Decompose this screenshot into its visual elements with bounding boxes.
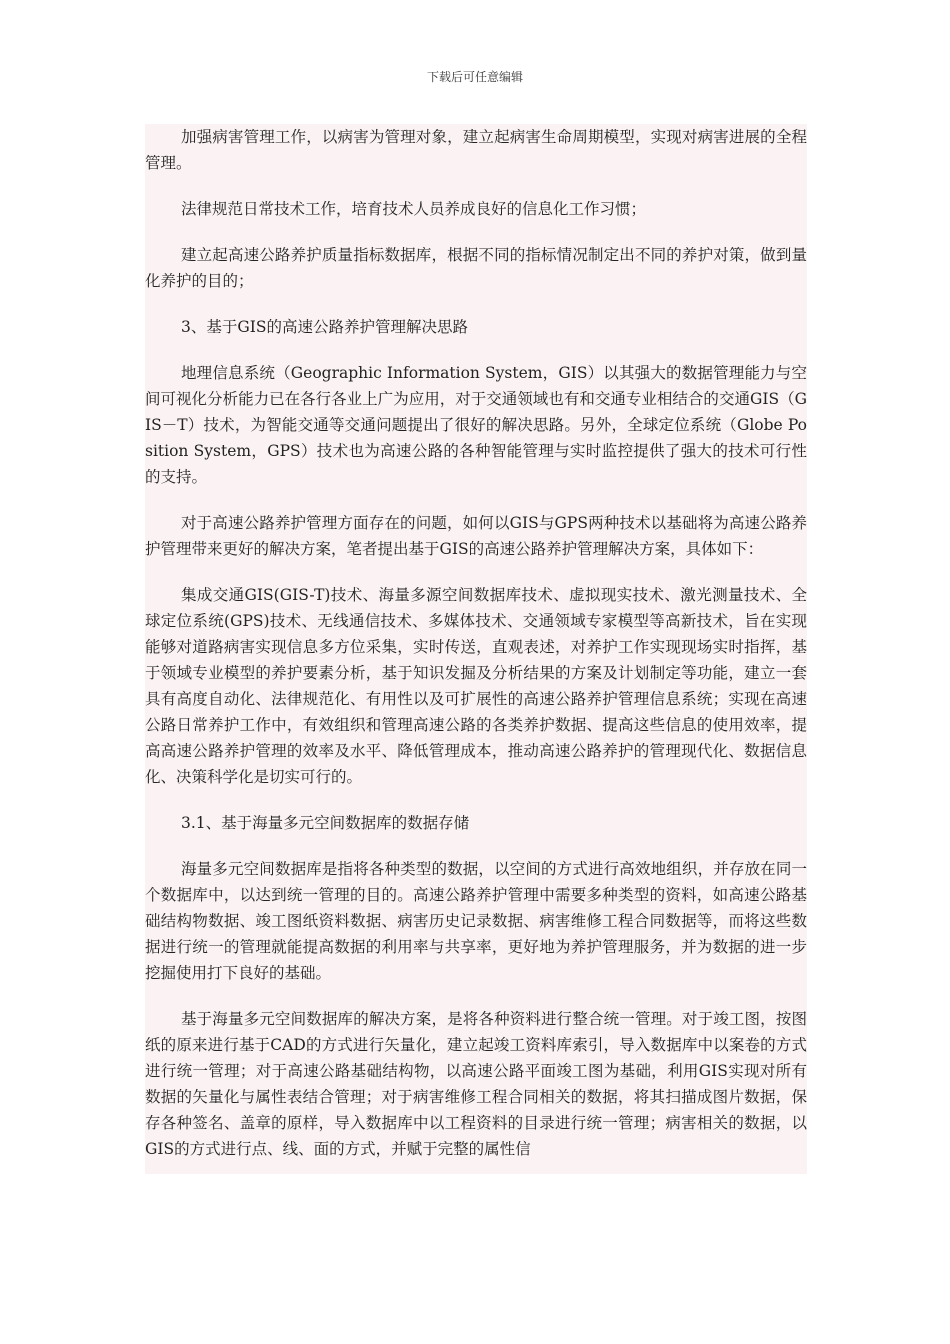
paragraph-legal-norms: 法律规范日常技术工作，培育技术人员养成良好的信息化工作习惯； xyxy=(181,200,647,218)
paragraph-disease-management: 加强病害管理工作，以病害为管理对象，建立起病害生命周期模型，实现对病害进展的全程管理。 xyxy=(145,128,807,172)
paragraph-gis-gps-solution: 对于高速公路养护管理方面存在的问题，如何以GIS与GPS两种技术以基础将为高速公路养护管理带来更好的解决方案，笔者提出基于GIS的高速公路养护管理解决方案，具体如下： xyxy=(145,514,807,558)
section-heading-3-1: 3.1、基于海量多元空间数据库的数据存储 xyxy=(181,814,470,832)
section-heading-3: 3、基于GIS的高速公路养护管理解决思路 xyxy=(181,318,468,336)
paragraph-integrated-tech: 集成交通GIS(GIS-T)技术、海量多源空间数据库技术、虚拟现实技术、激光测量技术、全球定位系统(GPS)技术、无线通信技术、多媒体技术、交通领域专家模型等高新技术，旨在实现能够对道路病害实现信息多方位采集，实时传送，直观表述，对养护工作实现现场实时指挥，基于领域专业模型的养护要素分析，基于知识发掘及分析结果的方案及计划制定等功能，建立一套具有高度自动化、法律规范化、有用性以及可扩展性的高速公路养护管理信息系统；实现在高速公路日常养护工作中，有效组织和管理高速公路的各类养护数据、提高这些信息的使用效率，提高高速公路养护管理的效率及水平、降低管理成本，推动高速公路养护的管理现代化、数据信息化、决策科学化是切实可行的。 xyxy=(145,586,807,786)
paragraph-database-solution: 基于海量多元空间数据库的解决方案，是将各种资料进行整合统一管理。对于竣工图，按图纸的原来进行基于CAD的方式进行矢量化，建立起竣工资料库索引，导入数据库中以案卷的方式进行统一管理；对于高速公路基础结构物，以高速公路平面竣工图为基础，利用GIS实现对所有数据的矢量化与属性表结合管理；对于病害维修工程合同相关的数据，将其扫描成图片数据，保存各种签名、盖章的原样，导入数据库中以工程资料的目录进行统一管理；病害相关的数据，以GIS的方式进行点、线、面的方式，并赋于完整的属性信 xyxy=(145,1010,807,1158)
paragraph-quality-database: 建立起高速公路养护质量指标数据库，根据不同的指标情况制定出不同的养护对策，做到量化养护的目的； xyxy=(145,246,807,290)
paragraph-gis-intro: 地理信息系统（Geographic Information System，GIS）以其强大的数据管理能力与空间可视化分析能力已在各行各业上广为应用，对于交通领域也有和交通专业相结合的交通GIS（GIS－T）技术，为智能交通等交通问题提出了很好的解决思路。另外，全球定位系统（Globe Position System，GPS）技术也为高速公路的各种智能管理与实时监控提供了强大的技术可行性的支持。 xyxy=(145,364,807,486)
page-header: 下载后可任意编辑 xyxy=(426,70,523,84)
paragraph-spatial-database: 海量多元空间数据库是指将各种类型的数据，以空间的方式进行高效地组织，并存放在同一个数据库中，以达到统一管理的目的。高速公路养护管理中需要多种类型的资料，如高速公路基础结构物数据、竣工图纸资料数据、病害历史记录数据、病害维修工程合同数据等，而将这些数据进行统一的管理就能提高数据的利用率与共享率，更好地为养护管理服务，并为数据的进一步挖掘使用打下良好的基础。 xyxy=(145,860,807,982)
document-body xyxy=(145,124,807,1174)
